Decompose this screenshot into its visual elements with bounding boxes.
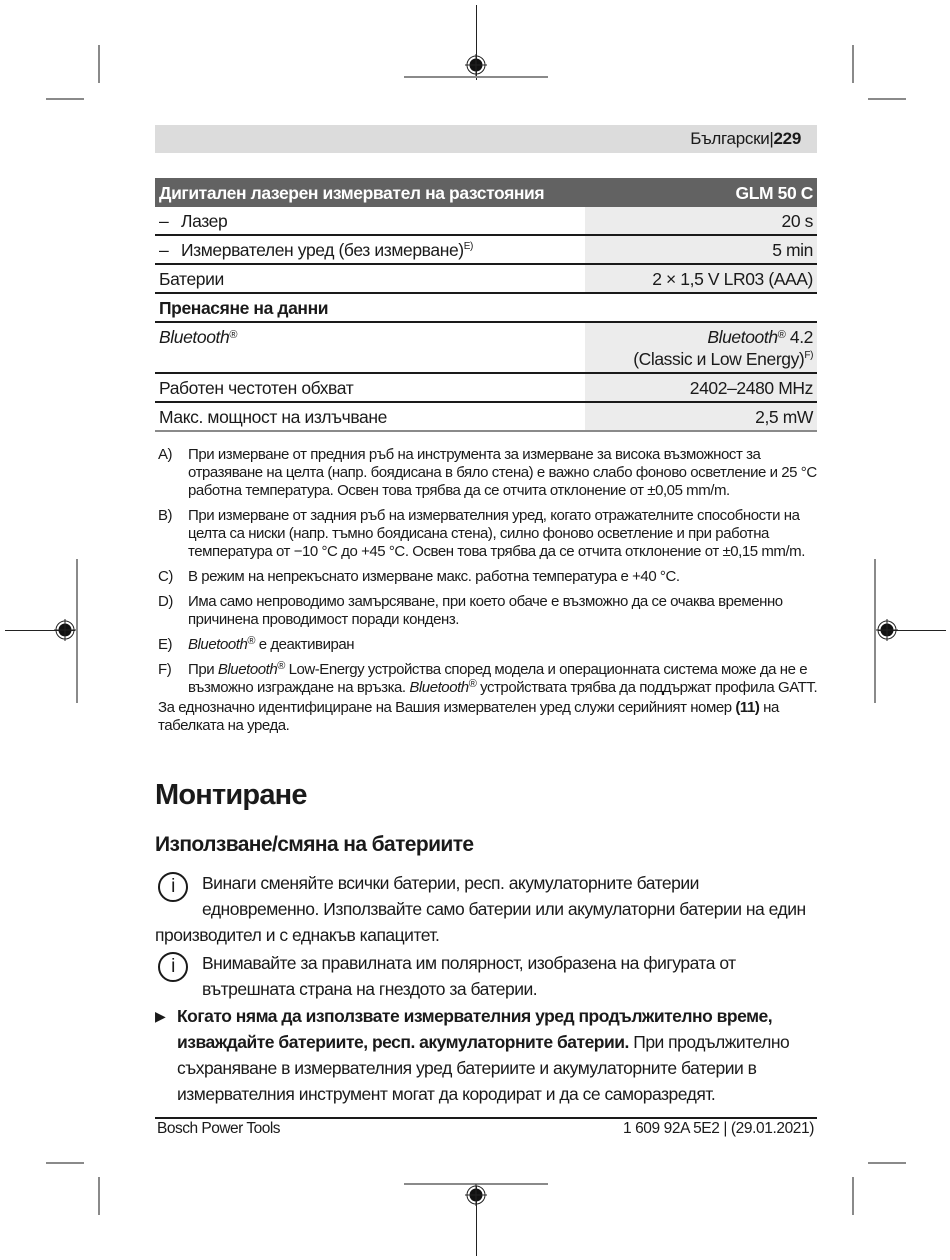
section-label: Пренасяне на данни — [155, 293, 817, 322]
footnote-e — [158, 636, 818, 654]
registered-mark: ® — [277, 660, 285, 672]
footer-divider — [155, 1117, 817, 1119]
footnote-f — [158, 661, 818, 697]
registered-mark: ® — [777, 329, 786, 341]
crop-mark-tr-v — [852, 45, 854, 83]
registration-line — [404, 76, 548, 78]
row-label: Батерии — [155, 264, 585, 293]
info-icon: i — [158, 952, 188, 982]
section-title: Монтиране — [155, 779, 307, 811]
table-row — [155, 402, 817, 431]
table-row — [155, 373, 817, 402]
warning-bullet — [155, 1003, 817, 1107]
footnote-text: При измерване от задния ръб на измервателния уред, когато отражателните способности на целта са ниски (напр. тъмно боядисана стена), силно фоново осветление и при работна температура от −10 °C до +45 °C. Освен това трябва да се отчита отклонение от ±0,15 mm/m. — [188, 507, 805, 560]
row-label: Работен честотен обхват — [155, 373, 585, 402]
table-row — [155, 264, 817, 293]
footnotes — [158, 446, 818, 735]
serial-text: на табелката на уреда. — [158, 699, 779, 734]
row-label: Измервателен уред (без измерване) — [181, 240, 464, 260]
spec-table-model: GLM 50 C — [585, 178, 817, 207]
footnote-label: F) — [158, 661, 172, 678]
dash: – — [159, 240, 169, 260]
info-text: Винаги сменяйте всички батерии, респ. акумулаторните батерии едновременно. Използвайте само батерии или акумулаторни батерии на един производител и с еднакъв капацитет. — [155, 873, 806, 945]
bluetooth-text: Bluetooth — [409, 679, 469, 696]
bluetooth-text: Bluetooth — [217, 661, 278, 678]
serial-ref: (11) — [735, 699, 760, 716]
footnote-text — [188, 661, 818, 697]
bluetooth-version: 4.2 — [785, 327, 813, 347]
registered-mark: ® — [468, 678, 477, 690]
footnote-c — [158, 568, 818, 586]
table-row — [155, 207, 817, 235]
footnote-text-part: Low-Energy устройства според модела и операционната система може да не е възможно изграждане на връзка. — [188, 661, 808, 696]
registration-mark-icon — [54, 619, 76, 641]
page-header — [155, 125, 817, 153]
footer-brand: Bosch Power Tools — [157, 1120, 281, 1137]
crop-mark-bl-v — [98, 1177, 100, 1215]
row-value: 20 s — [585, 207, 817, 235]
row-label: Bluetooth — [159, 327, 230, 347]
footnote-ref: F) — [804, 350, 813, 361]
page-number: 229 — [773, 129, 801, 148]
footer-doc-id: 1 609 92A 5E2 | (29.01.2021) — [622, 1120, 814, 1137]
row-label: Лазер — [181, 211, 228, 231]
row-value: 2 × 1,5 V LR03 (AAA) — [585, 264, 817, 293]
registered-mark: ® — [229, 329, 238, 341]
serial-number-note — [158, 699, 818, 735]
footnote-ref: E) — [463, 241, 473, 252]
bluetooth-text: Bluetooth — [188, 636, 248, 653]
footnote-label: D) — [158, 593, 173, 610]
page-header-text — [690, 129, 801, 149]
table-section-row — [155, 293, 817, 322]
triangle-right-icon: ▶ — [155, 1008, 166, 1024]
row-value: 2402–2480 MHz — [585, 373, 817, 402]
bluetooth-text: Bluetooth — [707, 327, 778, 347]
dash: – — [159, 211, 169, 231]
bluetooth-mode: (Classic и Low Energy) — [633, 349, 805, 369]
footnote-label: C) — [158, 568, 173, 585]
info-icon: i — [158, 872, 188, 902]
warning-text: При продължително съхраняване в измервателния уред батериите и акумулаторните батерии в измервателния инструмент могат да кородират и да се саморазредят. — [177, 1032, 790, 1104]
crop-mark-tl-v — [98, 45, 100, 83]
footnote-text-part: устройствата трябва да поддържат профила GATT. — [476, 679, 818, 696]
crop-mark-br-h — [868, 1162, 906, 1164]
footnote-label: E) — [158, 636, 173, 653]
footnote-text: Има само непроводимо замърсяване, при което обаче е възможно да се очаква временно причинена проводимост поради конденз. — [188, 593, 783, 628]
language-label: Български — [690, 129, 770, 148]
registered-mark: ® — [247, 635, 255, 647]
spec-table — [155, 178, 817, 432]
spec-table-title: Дигитален лазерен измервател на разстояния — [155, 178, 585, 207]
crop-mark-tl-h — [46, 98, 84, 100]
registration-mark-icon — [876, 619, 898, 641]
footnote-text — [188, 636, 818, 654]
footnote-text-part: При — [188, 661, 218, 678]
footnote-label: B) — [158, 507, 173, 524]
footnote-b — [158, 507, 818, 561]
table-row — [155, 322, 817, 373]
crop-mark-bl-h — [46, 1162, 84, 1164]
crop-mark-tr-h — [868, 98, 906, 100]
footnote-text: При измерване от предния ръб на инструмента за измерване за висока възможност за отразяване на целта (напр. боядисана в бяло стена) е важно слабо фоново осветление и 25 °C работна температура. Освен това трябва да се отчита отклонение от ±0,05 mm/m. — [188, 446, 817, 499]
info-text: Внимавайте за правилната им полярност, изобразена на фигурата от вътрешната страна на гнездото за батерии. — [202, 953, 736, 999]
footnote-text-rest: е деактивиран — [255, 636, 355, 653]
footnote-label: A) — [158, 446, 173, 463]
footnote-text: В режим на непрекъснато измерване макс. работна температура е +40 °C. — [188, 568, 680, 585]
crop-mark-br-v — [852, 1177, 854, 1215]
row-value: 2,5 mW — [585, 402, 817, 431]
registration-mark-icon — [465, 54, 487, 76]
footnote-a — [158, 446, 818, 500]
footnote-d — [158, 593, 818, 629]
spec-table-header — [155, 178, 817, 207]
header-separator: | — [769, 129, 774, 148]
row-value: 5 min — [585, 235, 817, 264]
registration-mark-icon — [465, 1184, 487, 1206]
row-label: Макс. мощност на излъчване — [155, 402, 585, 431]
row-value — [585, 322, 817, 373]
table-row — [155, 235, 817, 264]
serial-text: За еднозначно идентифициране на Вашия измервателен уред служи серийният номер — [158, 699, 736, 716]
info-note — [155, 950, 817, 1002]
registration-line — [76, 559, 78, 703]
subsection-title: Използване/смяна на батериите — [155, 833, 474, 856]
warning-bold-text: Когато няма да използвате измервателния уред продължително време, изваждайте батериите, респ. акумулаторните батерии. — [177, 1006, 773, 1052]
info-note — [155, 870, 817, 948]
